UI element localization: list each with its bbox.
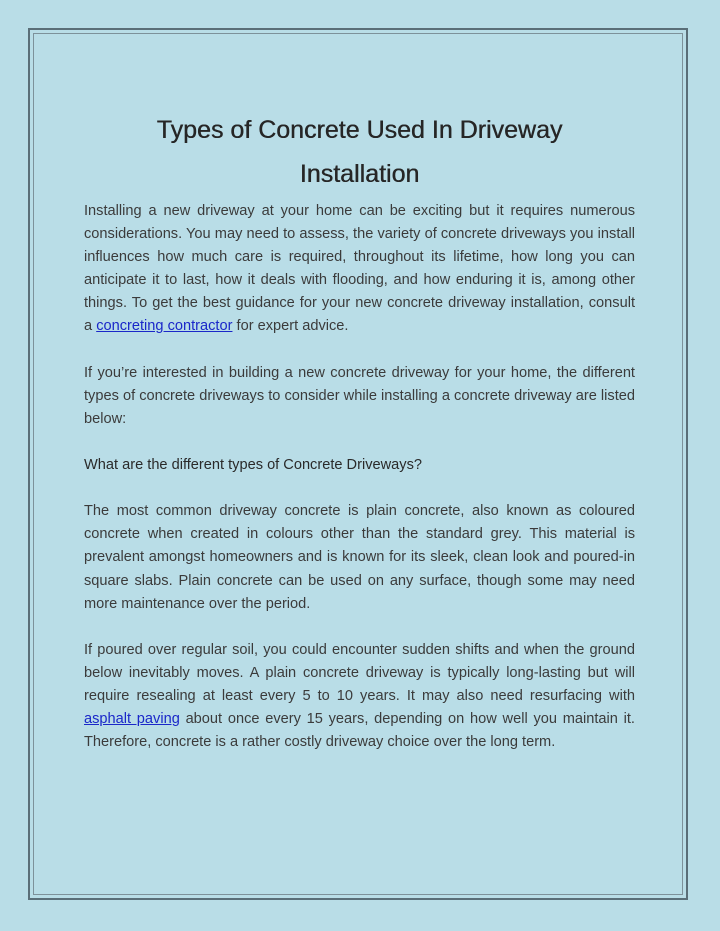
paragraph-spacer	[84, 616, 635, 639]
intro-text: Installing a new driveway at your home can be exciting but it requires numerous considerations. You may need to assess, the variety of concrete driveways you install influences how much care is required, throughout its lifetime, how long you can anticipate it to last, how it deals with flooding, and how enduring it is, among other things. To get the best guidance for your new concrete driveway installation, consult a	[84, 203, 635, 335]
plain-concrete-paragraph: The most common driveway concrete is plain concrete, also known as coloured concrete when created in colours other than the standard grey. This material is prevalent amongst homeowners and is known for its sleek, clean look and poured-in square slabs. Plain concrete can be used on any surface, though some may need more maintenance over the period.	[84, 503, 635, 612]
paragraph-spacer	[84, 339, 635, 362]
paragraph-spacer	[84, 431, 635, 454]
section-subheading: What are the different types of Concrete Driveways?	[84, 457, 422, 474]
title-line-1: Types of Concrete Used In Driveway	[156, 116, 563, 144]
paragraph-spacer	[84, 477, 635, 500]
soil-paragraph	[84, 639, 635, 754]
article-title	[84, 108, 635, 196]
interest-paragraph: If you’re interested in building a new concrete driveway for your home, the different types of concrete driveways to consider while installing a concrete driveway are listed below:	[84, 364, 635, 427]
asphalt-paving-link[interactable]: asphalt paving	[84, 711, 180, 728]
concreting-contractor-link[interactable]: concreting contractor	[96, 318, 233, 335]
intro-paragraph	[84, 200, 635, 339]
soil-text-end: about once every 15 years, depending on how well you maintain it. Therefore, concrete is a rather costly driveway choice over the long term.	[84, 711, 635, 751]
intro-text-end: for expert advice.	[236, 318, 349, 335]
soil-text: If poured over regular soil, you could encounter sudden shifts and when the ground below inevitably moves. A plain concrete driveway is typically long-lasting but will require resealing at least every 5 to 10 years. It may also need resurfacing with	[84, 641, 635, 704]
title-line-2: Installation	[299, 160, 420, 188]
article-content	[84, 108, 635, 754]
